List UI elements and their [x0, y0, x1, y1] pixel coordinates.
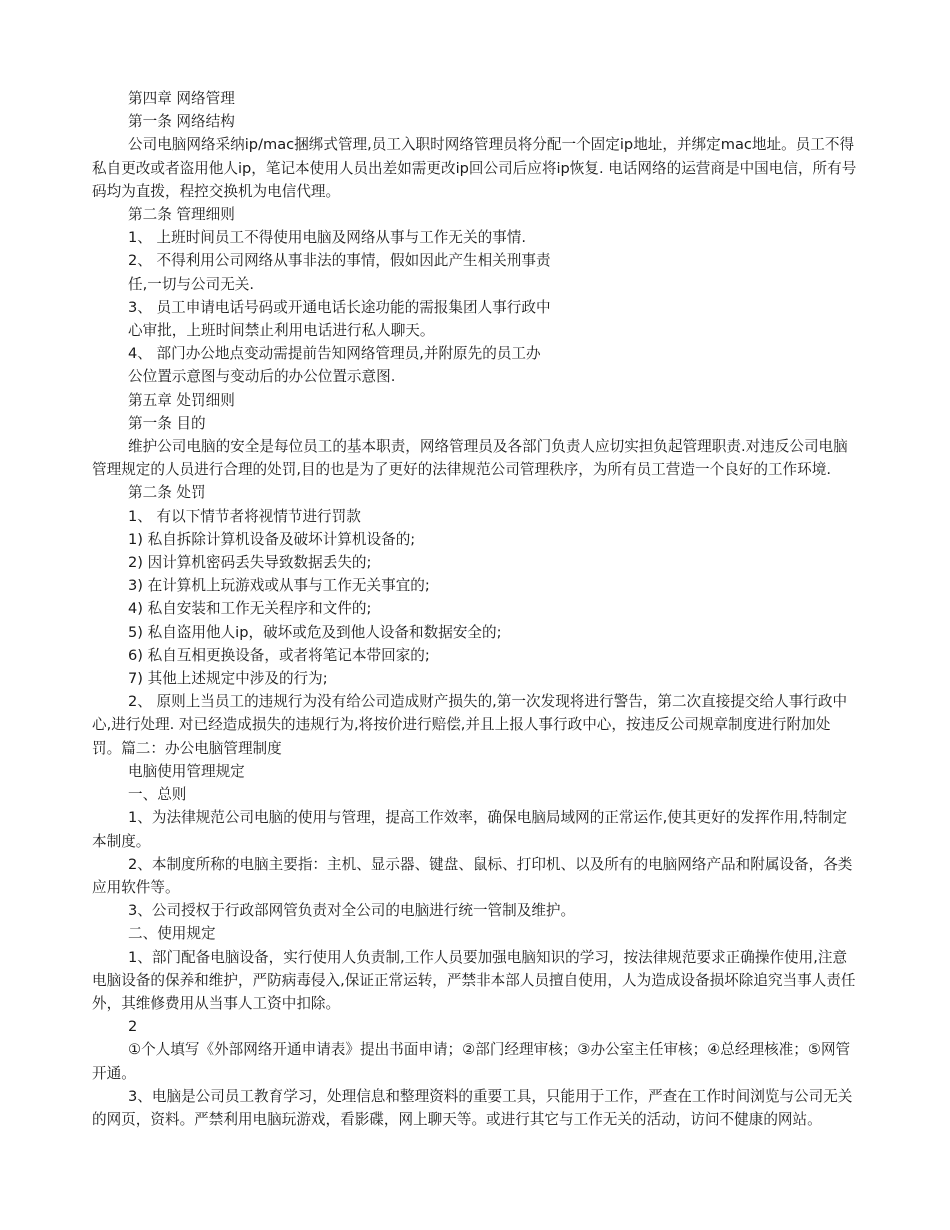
paragraph: 3、 员工申请电话号码或开通电话长途功能的需报集团人事行政中	[128, 298, 551, 316]
paragraph: 2、本制度所称的电脑主要指：主机、显示器、键盘、鼠标、打印机、以及所有的电脑网络产品和附属设备，各类应用软件等。	[92, 855, 853, 896]
paragraph: 3、电脑是公司员工教育学习，处理信息和整理资料的重要工具，只能用于工作，严查在工作时间浏览与公司无关的网页，资料。严禁利用电脑玩游戏，看影碟，网上聊天等。或进行其它与工作无关的活动，访问不健康的网站。	[92, 1087, 853, 1128]
paragraph: 第二条 处罚	[128, 484, 206, 502]
paragraph: 3、公司授权于行政部网管负责对全公司的电脑进行统一管制及维护。	[128, 902, 576, 920]
paragraph: 5) 私自盗用他人ip，破坏或危及到他人设备和数据安全的;	[128, 623, 502, 641]
paragraph: 1、 上班时间员工不得使用电脑及网络从事与工作无关的事情.	[128, 229, 527, 247]
paragraph: 7) 其他上述规定中涉及的行为;	[128, 670, 328, 688]
paragraph: 1) 私自拆除计算机设备及破坏计算机设备的;	[128, 530, 416, 548]
paragraph: 2、 不得利用公司网络从事非法的事情，假如因此产生相关刑事责	[128, 252, 551, 270]
document-body	[92, 87, 858, 1131]
paragraph: 6) 私自互相更换设备，或者将笔记本带回家的;	[128, 646, 430, 664]
paragraph: 第一条 网络结构	[128, 113, 235, 131]
paragraph: 第四章 网络管理	[128, 90, 235, 107]
paragraph: 第二条 管理细则	[128, 206, 235, 224]
paragraph: 4、 部门办公地点变动需提前告知网络管理员,并附原先的员工办	[128, 345, 541, 363]
paragraph: 第五章 处罚细则	[128, 391, 235, 409]
paragraph: 公司电脑网络采纳ip/mac捆绑式管理,员工入职时网络管理员将分配一个固定ip地址，并绑定mac地址。员工不得私自更改或者盗用他人ip，笔记本使用人员出差如需更改ip回公司后应将ip恢复. 电话网络的运营商是中国电信，所有号码均为直拨，程控交换机为电信代理。	[92, 136, 857, 200]
paragraph: 维护公司电脑的安全是每位员工的基本职责，网络管理员及各部门负责人应切实担负起管理职责.对违反公司电脑管理规定的人员进行合理的处罚,目的也是为了更好的法律规范公司管理秩序，为所有员工营造一个良好的工作环境.	[92, 438, 848, 479]
paragraph: 第一条 目的	[128, 414, 206, 432]
paragraph: 心审批，上班时间禁止利用电话进行私人聊天。	[128, 322, 435, 340]
paragraph: 1、为法律规范公司电脑的使用与管理，提高工作效率，确保电脑局域网的正常运作,使其更好的发挥作用,特制定本制度。	[92, 809, 848, 850]
paragraph: 2、 原则上当员工的违规行为没有给公司造成财产损失的,第一次发现将进行警告，第二次直接提交给人事行政中心,进行处理. 对已经造成损失的违规行为,将按价进行赔偿,并且上报人事行政中心，按违反公司规章制度进行附加处罚。篇二：办公电脑管理制度	[92, 693, 848, 757]
paragraph: 1、 有以下情节者将视情节进行罚款	[128, 507, 361, 525]
paragraph: 2) 因计算机密码丢失导致数据丢失的;	[128, 554, 372, 572]
paragraph: 任,一切与公司无关.	[128, 275, 255, 293]
paragraph: ①个人填写《外部网络开通申请表》提出书面申请；②部门经理审核；③办公室主任审核；④总经理核准；⑤网管开通。	[92, 1041, 851, 1082]
paragraph: 2	[128, 1018, 138, 1036]
paragraph: 3) 在计算机上玩游戏或从事与工作无关事宜的;	[128, 577, 430, 595]
paragraph: 1、部门配备电脑设备，实行使用人负责制,工作人员要加强电脑知识的学习，按法律规范要求正确操作使用,注意电脑设备的保养和维护，严防病毒侵入,保证正常运转，严禁非本部人员擅自使用，人为造成设备损坏除追究当事人责任外，其维修费用从当事人工资中扣除。	[92, 948, 856, 1012]
paragraph: 二、使用规定	[128, 925, 216, 943]
paragraph: 4) 私自安装和工作无关程序和文件的;	[128, 600, 372, 618]
paragraph: 电脑使用管理规定	[128, 762, 245, 780]
paragraph: 公位置示意图与变动后的办公位置示意图.	[128, 368, 396, 386]
paragraph: 一、总则	[128, 786, 187, 804]
